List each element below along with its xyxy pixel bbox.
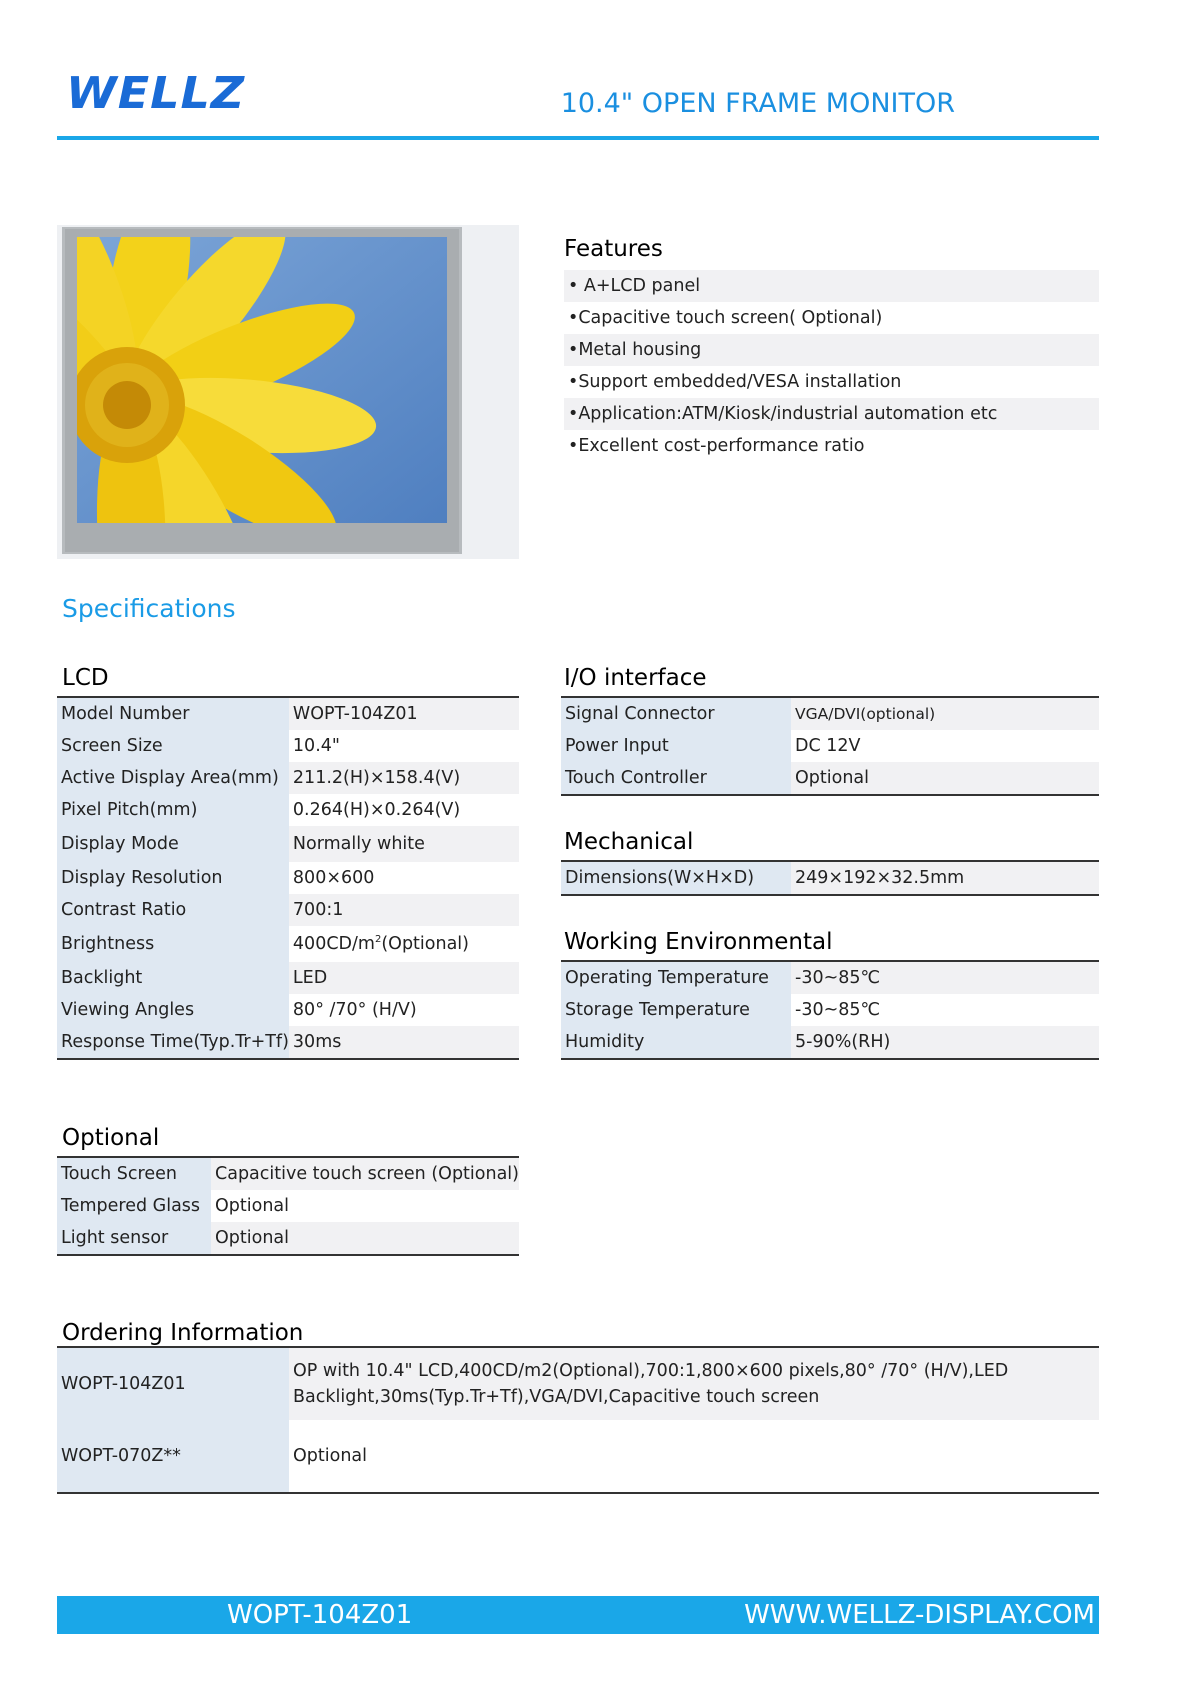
footer-bar: [57, 1596, 1099, 1634]
spec-label: Brightness: [57, 926, 289, 962]
mechanical-heading: Mechanical: [564, 829, 694, 855]
footer-website-link[interactable]: WWW.WELLZ-DISPLAY.COM: [744, 1600, 1095, 1630]
spec-value: 800×600: [289, 862, 519, 894]
spec-value: WOPT-104Z01: [289, 697, 519, 730]
brightness-exponent: 2: [374, 934, 382, 946]
spec-label: Signal Connector: [561, 697, 791, 730]
ordering-table: [57, 1346, 1099, 1494]
ordering-description-line: OP with 10.4" LCD,400CD/m2(Optional),700:1,800×600 pixels,80° /70° (H/V),LED: [293, 1361, 1009, 1381]
spec-label: Active Display Area(mm): [57, 762, 289, 794]
spec-label: Display Mode: [57, 826, 289, 862]
lcd-spec-table: [57, 696, 519, 1060]
spec-value: Optional: [791, 762, 1099, 795]
spec-value: 10.4": [289, 730, 519, 762]
spec-value: [289, 926, 519, 962]
io-heading: I/O interface: [564, 665, 707, 691]
spec-label: Contrast Ratio: [57, 894, 289, 926]
spec-value: -30~85℃: [791, 961, 1099, 994]
ordering-description: Optional: [293, 1446, 367, 1466]
spec-label: Response Time(Typ.Tr+Tf): [57, 1026, 289, 1059]
spec-value: VGA/DVI(optional): [791, 697, 1099, 730]
brand-logo: WELLZ: [66, 67, 246, 119]
spec-label: Operating Temperature: [561, 961, 791, 994]
lcd-heading: LCD: [62, 665, 109, 691]
spec-value: 211.2(H)×158.4(V): [289, 762, 519, 794]
spec-label: Screen Size: [57, 730, 289, 762]
optional-heading: Optional: [62, 1125, 160, 1151]
spec-value: 80° /70° (H/V): [289, 994, 519, 1026]
ordering-row: [57, 1420, 1099, 1492]
brightness-value: 400CD/m: [292, 934, 375, 954]
spec-value: 249×192×32.5mm: [791, 861, 1099, 895]
spec-value: Optional: [211, 1222, 519, 1255]
features-heading: Features: [564, 236, 663, 262]
feature-item: • A+LCD panel: [564, 270, 1099, 302]
spec-value: Optional: [211, 1190, 519, 1222]
mechanical-spec-table: [561, 860, 1099, 896]
spec-label: Tempered Glass: [57, 1190, 211, 1222]
footer-model: WOPT-104Z01: [227, 1600, 413, 1630]
brightness-suffix: (Optional): [381, 934, 469, 954]
spec-label: Viewing Angles: [57, 994, 289, 1026]
environment-heading: Working Environmental: [564, 929, 833, 955]
monitor-image: [57, 225, 519, 559]
spec-label: Backlight: [57, 962, 289, 994]
spec-value: Normally white: [289, 826, 519, 862]
ordering-row: [57, 1348, 1099, 1420]
spec-label: Humidity: [561, 1026, 791, 1059]
feature-item: •Application:ATM/Kiosk/industrial automation etc: [564, 398, 1099, 430]
spec-label: Display Resolution: [57, 862, 289, 894]
ordering-description-line: Backlight,30ms(Typ.Tr+Tf),VGA/DVI,Capacitive touch screen: [293, 1387, 820, 1407]
specifications-heading: Specifications: [62, 594, 236, 623]
feature-item: •Metal housing: [564, 334, 1099, 366]
spec-value: -30~85℃: [791, 994, 1099, 1026]
spec-value: 0.264(H)×0.264(V): [289, 794, 519, 826]
spec-label: Storage Temperature: [561, 994, 791, 1026]
spec-label: Dimensions(W×H×D): [561, 861, 791, 895]
feature-item: •Excellent cost-performance ratio: [568, 436, 865, 456]
spec-value: DC 12V: [791, 730, 1099, 762]
spec-label: Pixel Pitch(mm): [57, 794, 289, 826]
spec-value: 700:1: [289, 894, 519, 926]
spec-value: 5-90%(RH): [791, 1026, 1099, 1059]
feature-item: •Support embedded/VESA installation: [568, 372, 902, 392]
spec-label: Touch Controller: [561, 762, 791, 795]
header-divider: [57, 136, 1099, 140]
spec-label: Touch Screen: [57, 1157, 211, 1190]
ordering-model: WOPT-070Z**: [57, 1420, 289, 1492]
spec-label: Light sensor: [57, 1222, 211, 1255]
product-photo: [57, 225, 519, 559]
ordering-description: [289, 1348, 1099, 1420]
spec-label: Model Number: [57, 697, 289, 730]
optional-spec-table: [57, 1156, 519, 1256]
ordering-heading: Ordering Information: [62, 1320, 304, 1346]
spec-value: Capacitive touch screen (Optional): [211, 1157, 519, 1190]
features-list: [564, 270, 1099, 462]
spec-value: LED: [289, 962, 519, 994]
environment-spec-table: [561, 960, 1099, 1060]
feature-item: •Capacitive touch screen( Optional): [568, 308, 883, 328]
spec-label: Power Input: [561, 730, 791, 762]
ordering-model: WOPT-104Z01: [57, 1348, 289, 1420]
spec-value: 30ms: [289, 1026, 519, 1059]
io-spec-table: [561, 696, 1099, 796]
document-title: 10.4" OPEN FRAME MONITOR: [560, 88, 955, 119]
